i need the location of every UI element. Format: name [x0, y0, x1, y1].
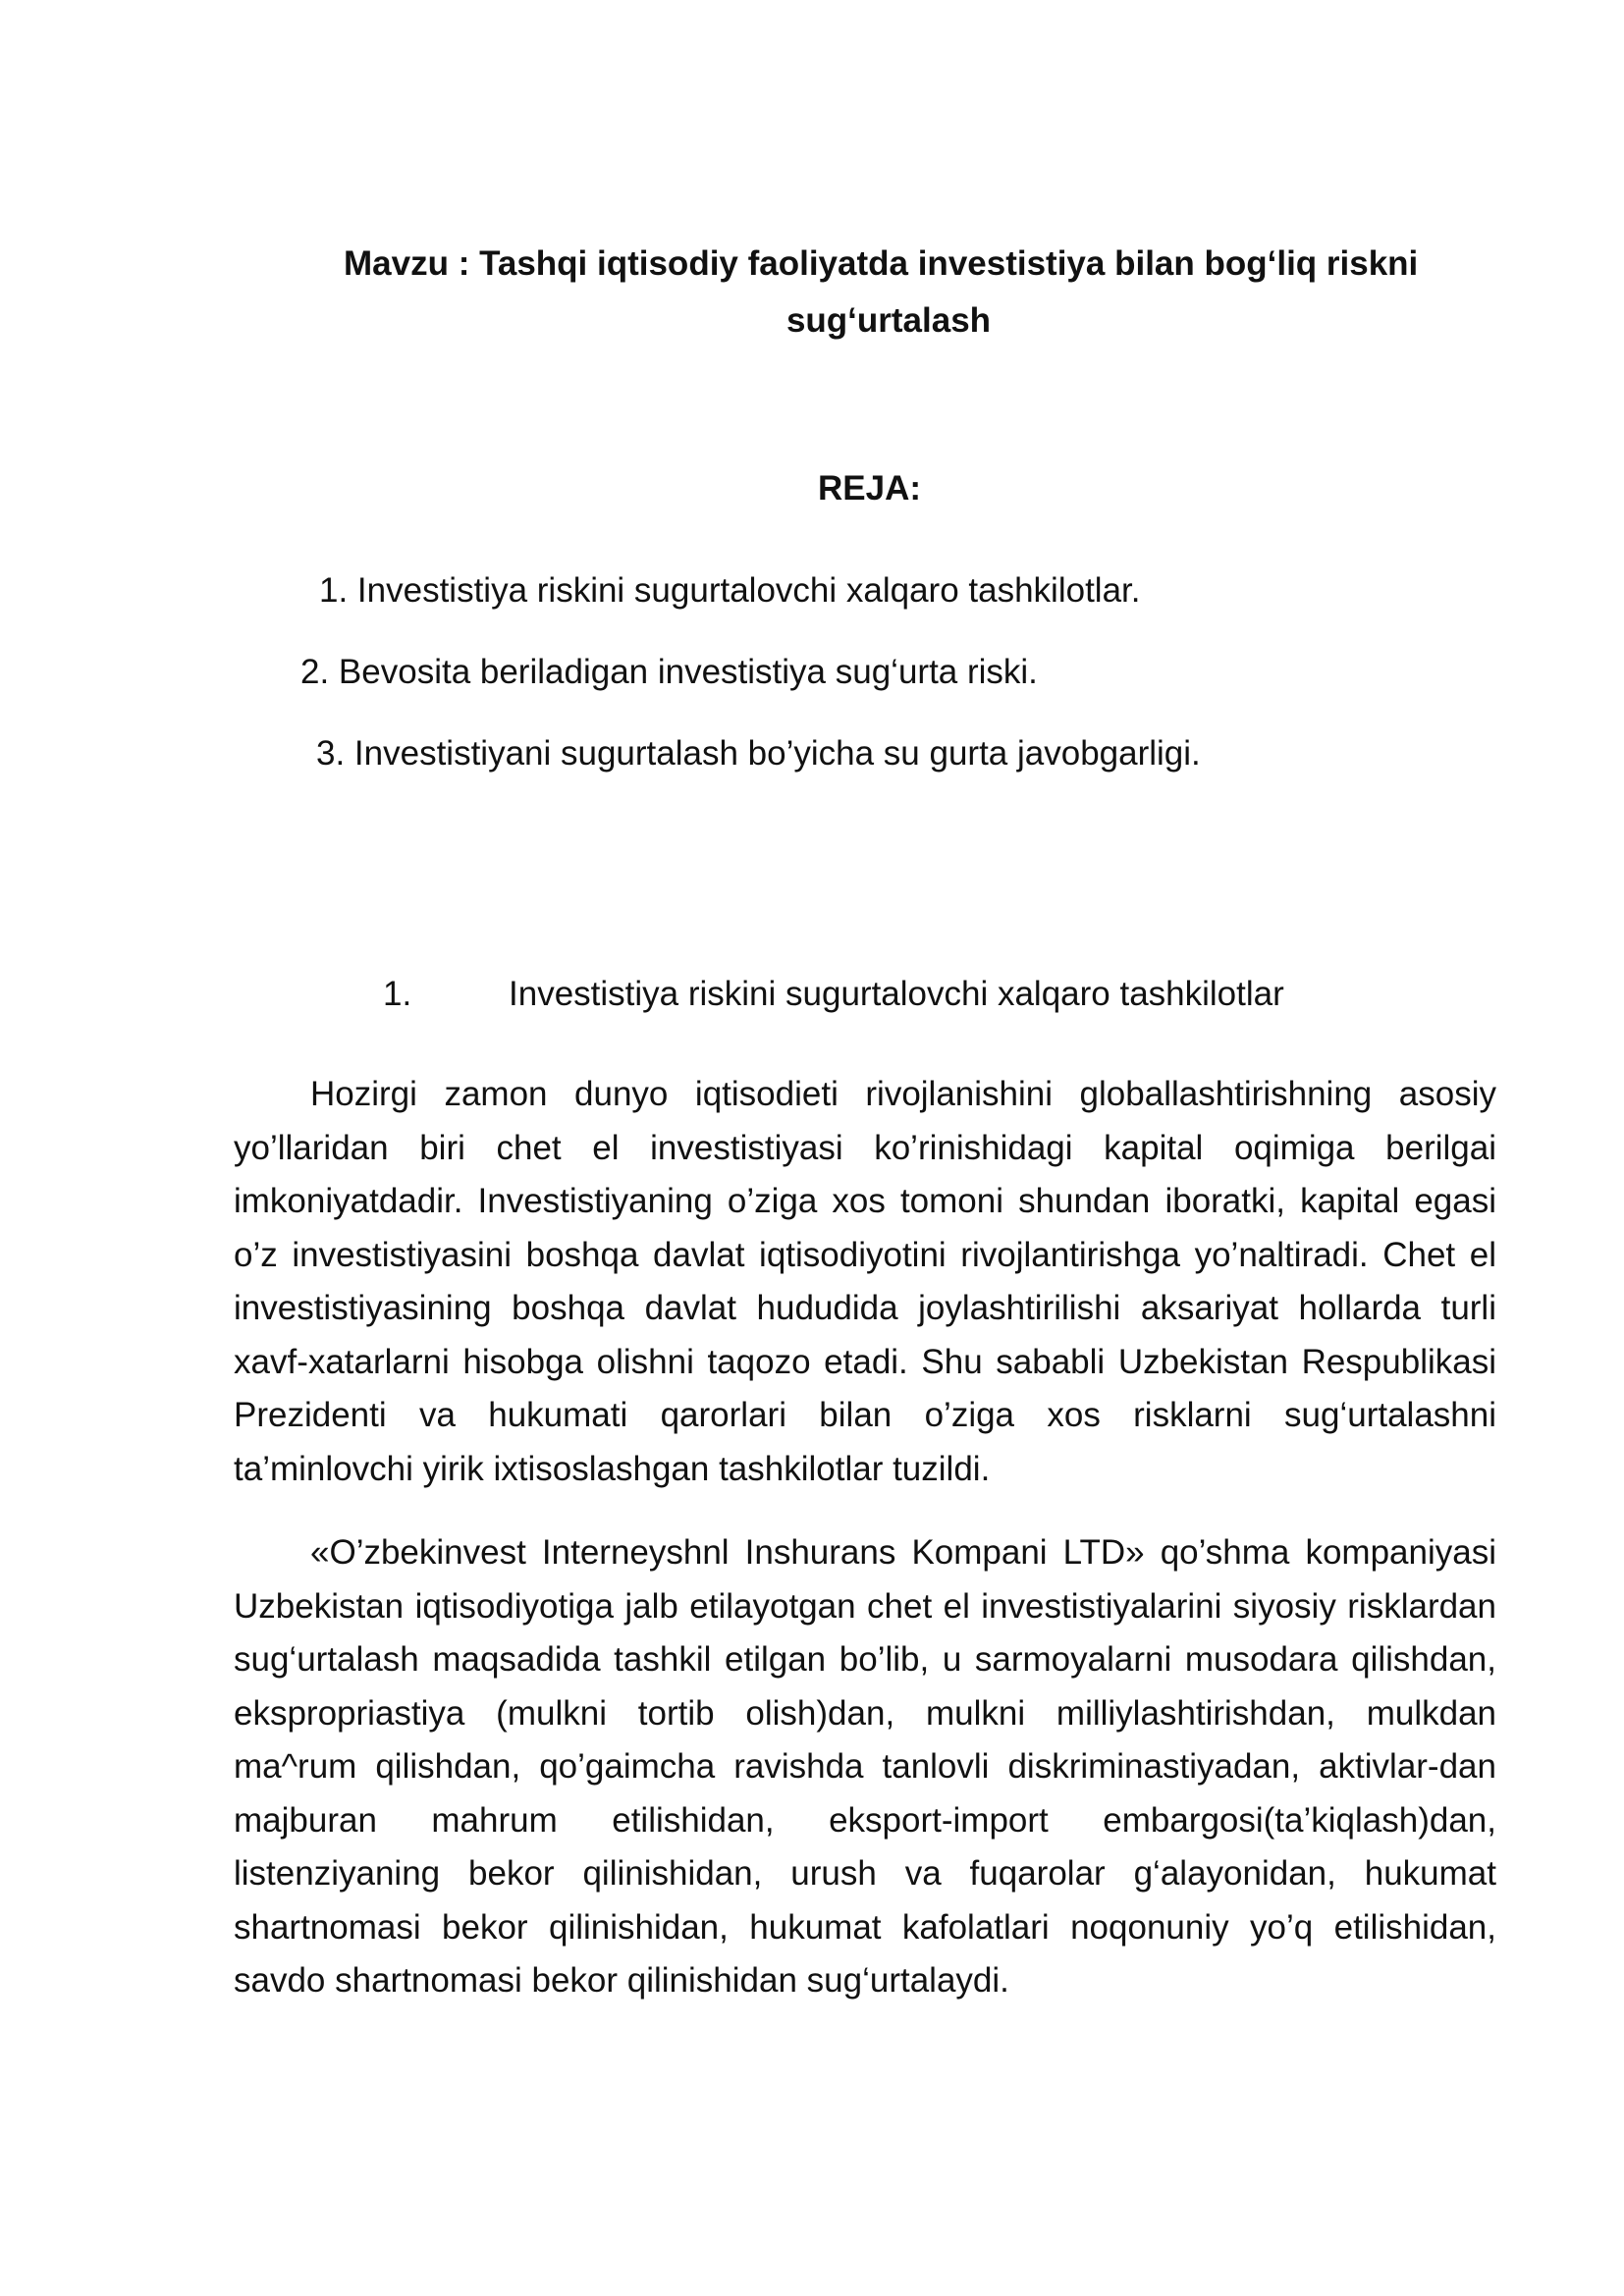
- section-title: Investistiya riskini sugurtalovchi xalqaro tashkilotlar: [509, 975, 1284, 1013]
- plan-item-3: 3. Investistiyani sugurtalash bo’yicha su gurta javobgarligi.: [316, 734, 1201, 773]
- paragraph-1: Hozirgi zamon dunyo iqtisodieti rivojlanishini globallashtirishning asosiy yo’llaridan biri chet el investistiyasi ko’rinishidagi kapital oqimiga berilgai imkoniyatdadir. Investistiyaning o’ziga xos tomoni shundan iboratki, kapital egasi o’z investistiyasini boshqa davlat iqtisodiyotini rivojlantirishga yo’naltiradi. Chet el investistiyasining boshqa davlat hududida joylashtirilishi aksariyat hollarda turli xavf-xatarlarni hisobga olishni taqozo etadi. Shu sababli Uzbekistan Respublikasi Prezidenti va hukumati qarorlari bilan o’ziga xos risklarni sug‘urtalashni ta’minlovchi yirik ixtisoslashgan tashkilotlar tuzildi.: [234, 1075, 1496, 1488]
- title-line-1: Mavzu : Tashqi iqtisodiy faoliyatda investistiya bilan bog‘liq riskni: [344, 244, 1419, 283]
- plan-item-1: 1. Investistiya riskini sugurtalovchi xalqaro tashkilotlar.: [319, 571, 1141, 610]
- plan-item-2: 2. Bevosita beriladigan investistiya sug‘urta riski.: [300, 653, 1038, 691]
- plan-heading: REJA:: [818, 469, 922, 507]
- document-title: [344, 236, 1473, 349]
- paragraph-2: «O’zbekinvest Interneyshnl Inshurans Kompani LTD» qo’shma kompaniyasi Uzbekistan iqtisodiyotiga jalb etilayotgan chet el investistiyalarini siyosiy risklardan sug‘urtalash maqsadida tashkil etilgan bo’lib, u sarmoyalarni musodara qilishdan, ekspropriastiya (mulkni tortib olish)dan, mulkni milliylashtirishdan, mulkdan ma^rum qilishdan, qo’gaimcha ravishda tanlovli diskriminastiyadan, aktivlar-dan majburan mahrum etilishidan, eksport-import embargosi(ta’kiqlash)dan, listenziyaning bekor qilinishidan, urush va fuqarolar g‘alayonidan, hukumat shartnomasi bekor qilinishidan, hukumat kafolatlari noqonuniy yo’q etilishidan, savdo shartnomasi bekor qilinishidan sug‘urtalaydi.: [234, 1533, 1496, 2000]
- title-line-2: sug‘urtalash: [785, 301, 992, 340]
- section-number: 1.: [383, 975, 412, 1013]
